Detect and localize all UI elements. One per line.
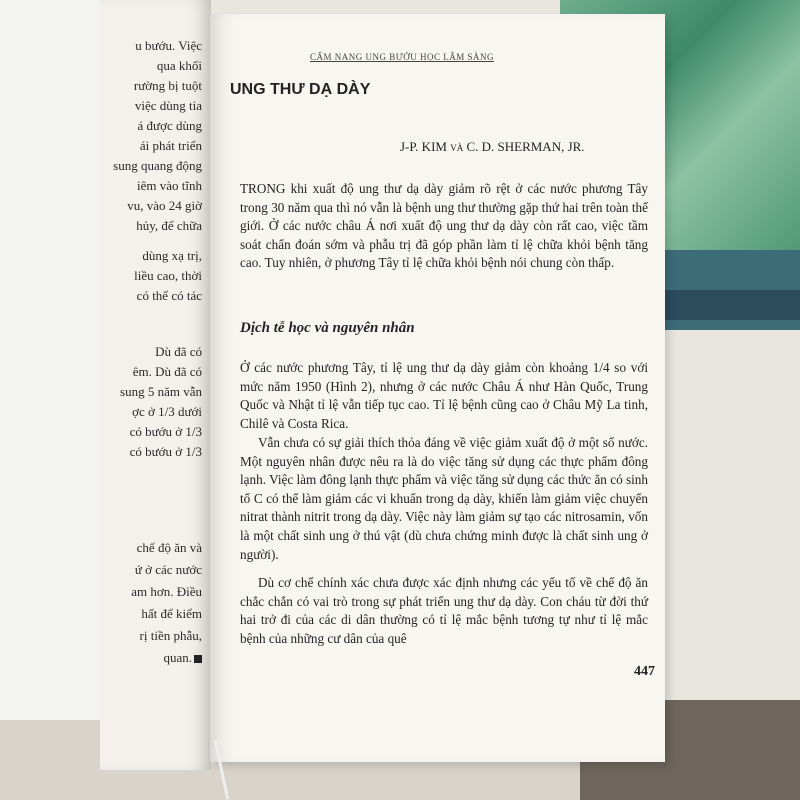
left-page xyxy=(100,0,211,770)
left-line: iêm vào tĩnh xyxy=(137,178,202,193)
body-paragraph: Vẫn chưa có sự giải thích thỏa đáng về việc giảm xuất độ ở một số nước. Một nguyên nhân được nêu ra là do việc tăng sử dụng các thực phẩm đông lạnh. Việc làm đông lạnh thực phẩm và việc tăng sử dụng các thức ăn có sinh tố C có thể làm giảm các vi khuẩn trong dạ dày, khiến làm giảm việc chuyển nitrat thành nitrit trong dạ dày. Việc này làm giảm sự tạo các nitrosamin, vốn là một chất sinh ung ở thú vật (dù chưa chứng minh được là chất sinh ung ở người). xyxy=(240,435,648,562)
background-left xyxy=(0,0,110,800)
chapter-title: UNG THƯ DẠ DÀY xyxy=(230,81,371,98)
running-head: CẨM NANG UNG BƯỚU HỌC LÂM SÀNG xyxy=(310,52,494,62)
authors: J-P. KIM và C. D. SHERMAN, JR. xyxy=(400,139,585,154)
right-page xyxy=(210,14,665,762)
left-line: sung quang động xyxy=(113,158,202,173)
left-line: êm. Dù đã có xyxy=(132,364,202,379)
left-line: việc dùng tia xyxy=(134,98,202,113)
left-line: hủy, để chữa xyxy=(136,218,202,233)
left-line: liều cao, thời xyxy=(134,268,202,283)
left-line-text: quan. xyxy=(163,650,192,665)
left-line: chế độ ăn và xyxy=(136,540,202,555)
left-line: có bướu ở 1/3 xyxy=(129,424,202,439)
page-number: 447 xyxy=(634,664,655,679)
left-line: sung 5 năm vẫn xyxy=(120,384,202,399)
left-line: u bướu. Việc xyxy=(135,38,202,53)
left-line: á được dùng xyxy=(137,118,202,133)
left-line: rường bị tuột xyxy=(133,78,202,93)
background-book-spine xyxy=(650,290,800,320)
left-line-last xyxy=(163,650,202,666)
left-line: qua khối xyxy=(156,58,202,73)
left-line: am hơn. Điều xyxy=(131,584,202,599)
end-marker-icon xyxy=(194,655,202,663)
left-line: ợc ở 1/3 dưới xyxy=(132,404,202,419)
intro-paragraph: TRONG khi xuất độ ung thư dạ dày giảm rõ rệt ở các nước phương Tây trong 30 năm qua thì nó vẫn là bệnh ung thư thường gặp thứ hai trên toàn thế giới. Ở các nước châu Á nơi xuất độ ung thư dạ dày còn rất cao, việc tầm soát chẩn đoán sớm và phẫu trị đã góp phần làm tỉ lệ chữa khỏi bệnh tăng cao. Tuy nhiên, ở phương Tây tỉ lệ chữa khỏi bệnh nói chung còn thấp. xyxy=(240,181,648,271)
section-heading: Dịch tễ học và nguyên nhân xyxy=(240,320,415,336)
left-line: rị tiền phẫu, xyxy=(139,628,202,643)
left-line: ứ ở các nước xyxy=(134,562,202,577)
left-line: Dù đã có xyxy=(155,344,202,359)
left-line: dùng xạ trị, xyxy=(142,248,202,263)
left-line: hất để kiểm xyxy=(141,606,202,621)
body-paragraph: Dù cơ chế chính xác chưa được xác định nhưng các yếu tố về chế độ ăn chắc chắn có vai trò trong sự phát triển ung thư dạ dày. Con cháu từ đời thứ hai trở đi của các di dân thường có tỉ lệ mắc bệnh tương tự như tỉ lệ mắc bệnh của những cư dân của quê xyxy=(240,575,648,646)
body-paragraph: Ở các nước phương Tây, tỉ lệ ung thư dạ dày giảm còn khoảng 1/4 so với mức năm 1950 (Hình 2), nhưng ở các nước Châu Á như Hàn Quốc, Trung Quốc và Nhật tỉ lệ vẫn tiếp tục cao. Tỉ lệ bệnh cũng cao ở Châu Mỹ La tinh, Chilê và Costa Rica. xyxy=(240,360,648,431)
left-line: có thể có tác xyxy=(136,288,202,303)
left-line: ái phát triển xyxy=(139,138,202,153)
left-line: vu, vào 24 giờ xyxy=(127,198,202,213)
left-line: có bướu ở 1/3 xyxy=(129,444,202,459)
